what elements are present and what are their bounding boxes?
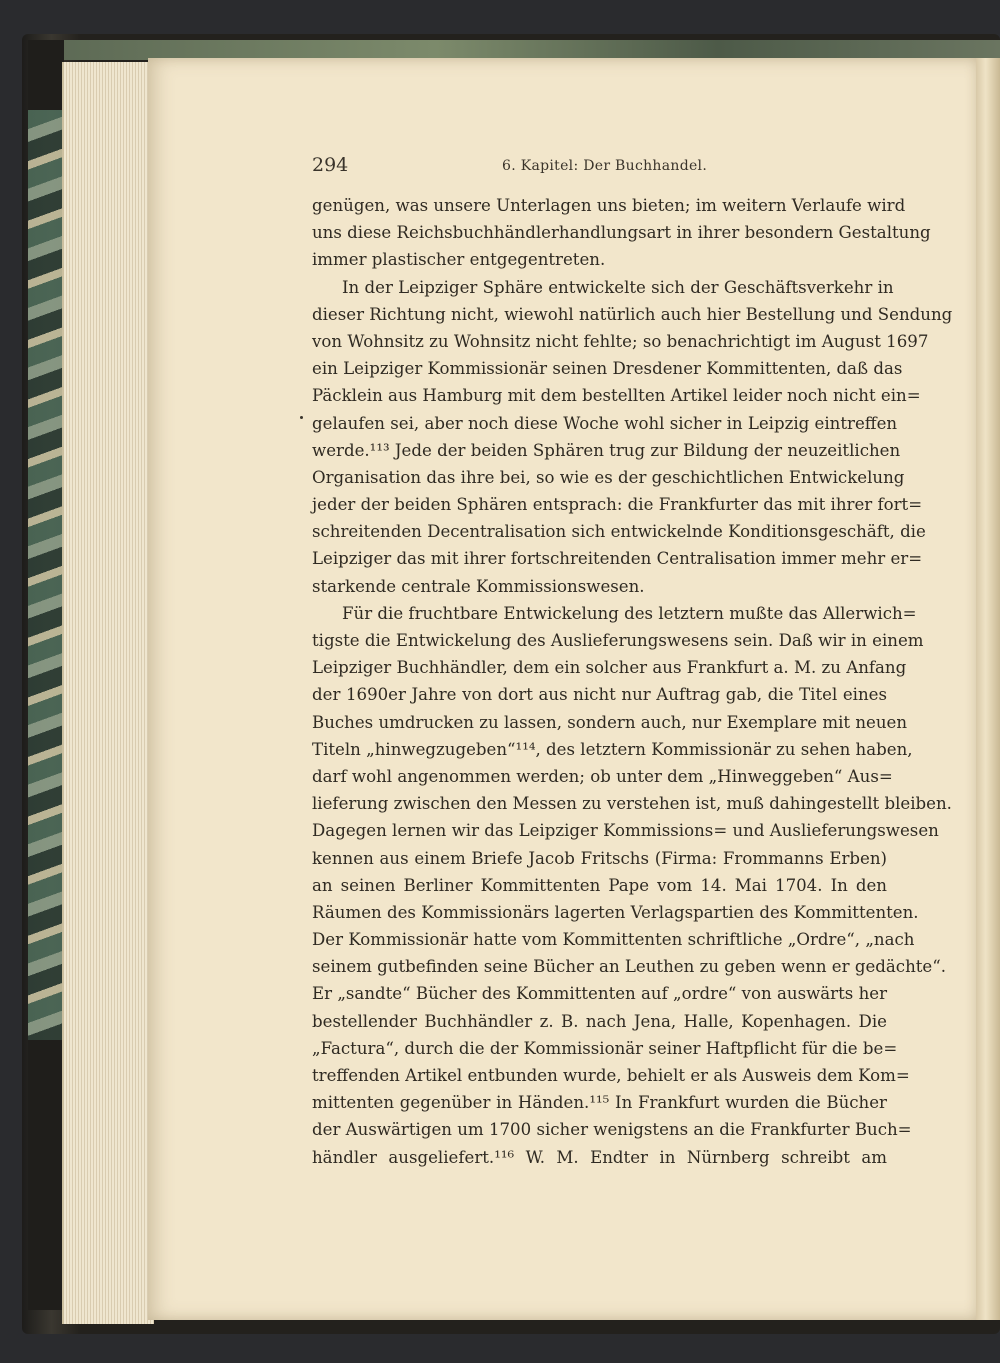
text-line: Titeln „hinwegzugeben“¹¹⁴, des letztern Kommissionär zu sehen haben,	[312, 739, 913, 759]
text-line: dieser Richtung nicht, wiewohl natürlich auch hier Bestellung und Sendung	[312, 304, 953, 324]
text-line: lieferung zwischen den Messen zu verstehen ist, muß dahingestellt bleiben.	[312, 794, 952, 814]
text-line: bestellender Buchhändler z. B. nach Jena, Halle, Kopenhagen. Die	[312, 1011, 887, 1031]
page-number: 294	[312, 154, 349, 176]
text-line: händler ausgeliefert.¹¹⁶ W. M. Endter in Nürnberg schreibt am	[312, 1147, 887, 1167]
text-line: seinem gutbefinden seine Bücher an Leuthen zu geben wenn er gedächte“.	[312, 957, 947, 977]
text-line: Dagegen lernen wir das Leipziger Kommissions= und Auslieferungswesen	[312, 821, 939, 841]
text-line: treffenden Artikel entbunden wurde, behielt er als Ausweis dem Kom=	[312, 1066, 910, 1085]
page-header	[312, 154, 887, 184]
spine-leather-bottom	[28, 1040, 64, 1310]
text-line: darf wohl angenommen werden; ob unter dem „Hinweggeben“ Aus=	[312, 766, 893, 786]
text-line: schreitenden Decentralisation sich entwickelnde Konditionsgeschäft, die	[312, 522, 926, 542]
cover-top-edge	[60, 40, 1000, 60]
text-line: der Auswärtigen um 1700 sicher wenigstens an die Frankfurter Buch=	[312, 1120, 912, 1140]
text-line: Für die fruchtbare Entwickelung des letztern mußte das Allerwich=	[342, 603, 917, 623]
text-line: jeder der beiden Sphären entsprach: die Frankfurter das mit ihrer fort=	[312, 495, 923, 515]
text-line: an seinen Berliner Kommittenten Pape vom 14. Mai 1704. In den	[312, 875, 887, 895]
text-line: ein Leipziger Kommissionär seinen Dresdener Kommittenten, daß das	[312, 359, 903, 379]
spine-leather-top	[28, 40, 64, 110]
text-line: uns diese Reichsbuchhändlerhandlungsart in ihrer besondern Gestaltung	[312, 223, 931, 243]
text-line: gelaufen sei, aber noch diese Woche wohl sicher in Leipzig eintreffen	[312, 413, 898, 433]
text-line: kennen aus einem Briefe Jacob Fritschs (Firma: Frommanns Erben)	[312, 848, 887, 868]
text-line: Leipziger das mit ihrer fortschreitenden Centralisation immer mehr er=	[312, 549, 923, 569]
text-line: Organisation das ihre bei, so wie es der geschichtlichen Entwickelung	[312, 467, 905, 487]
text-line: der 1690er Jahre von dort aus nicht nur Auftrag gab, die Titel eines	[312, 685, 887, 705]
page-edges-left	[62, 62, 154, 1324]
text-line: „Factura“, durch die der Kommissionär seiner Haftpflicht für die be=	[312, 1038, 898, 1058]
text-line: Päcklein aus Hamburg mit dem bestellten Artikel leider noch nicht ein=	[312, 386, 921, 406]
text-line: Er „sandte“ Bücher des Kommittenten auf „ordre“ von auswärts her	[312, 984, 888, 1004]
text-line: starkende centrale Kommissionswesen.	[312, 576, 645, 596]
text-line: von Wohnsitz zu Wohnsitz nicht fehlte; so benachrichtigt im August 1697	[312, 331, 929, 351]
text-line: In der Leipziger Sphäre entwickelte sich der Geschäftsverkehr in	[342, 277, 894, 297]
body-text	[312, 192, 953, 1171]
text-line: werde.¹¹³ Jede der beiden Sphären trug zur Bildung der neuzeitlichen	[312, 440, 901, 460]
text-line: immer plastischer entgegentreten.	[312, 250, 606, 270]
text-line: Der Kommissionär hatte vom Kommittenten schriftliche „Ordre“, „nach	[312, 930, 915, 950]
text-line: mittenten gegenüber in Händen.¹¹⁵ In Frankfurt wurden die Bücher	[312, 1093, 887, 1113]
margin-mark	[300, 416, 303, 419]
text-line: Buches umdrucken zu lassen, sondern auch, nur Exemplare mit neuen	[312, 712, 908, 732]
text-line: tigste die Entwickelung des Auslieferungswesens sein. Daß wir in einem	[312, 631, 924, 650]
page-edge-right	[976, 58, 1000, 1320]
running-head: 6. Kapitel: Der Buchhandel.	[502, 158, 708, 174]
text-line: genügen, was unsere Unterlagen uns bieten; im weitern Verlaufe wird	[312, 196, 906, 215]
text-line: Räumen des Kommissionärs lagerten Verlagspartien des Kommittenten.	[312, 902, 919, 922]
text-line: Leipziger Buchhändler, dem ein solcher aus Frankfurt a. M. zu Anfang	[312, 658, 907, 678]
